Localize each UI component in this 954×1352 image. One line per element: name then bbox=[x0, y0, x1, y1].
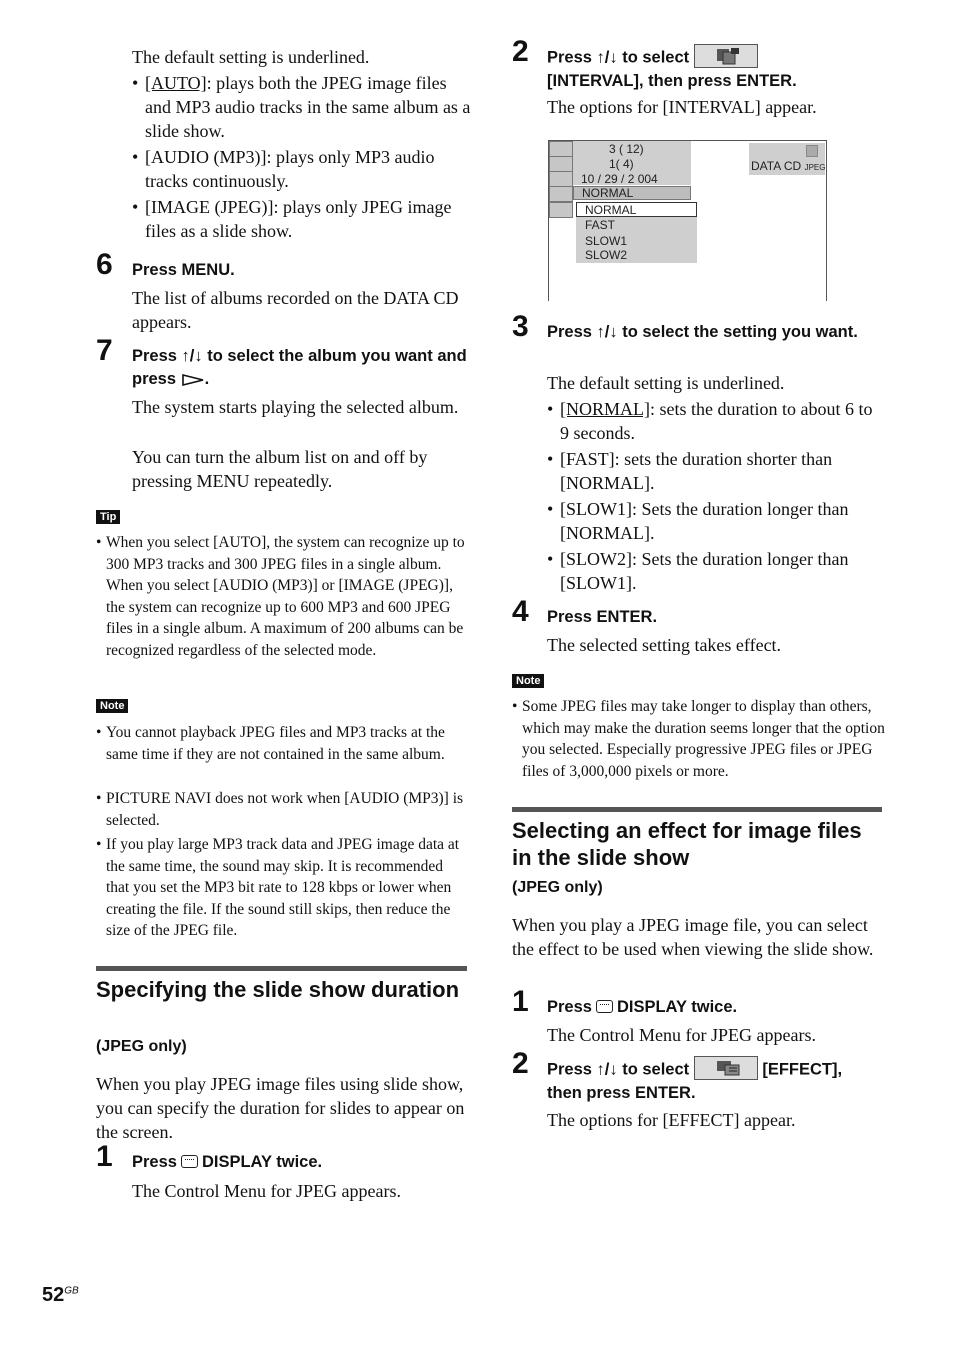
step-number-2: 2 bbox=[512, 35, 529, 68]
step4-title: Press ENTER. bbox=[547, 608, 658, 626]
osd-option-normal: NORMAL bbox=[585, 203, 637, 217]
osd-option-slow1: SLOW1 bbox=[585, 234, 628, 248]
step6-title: Press MENU. bbox=[132, 261, 235, 279]
note-item-2: • PICTURE NAVI does not work when [AUDIO (MP3)] is selected. bbox=[96, 790, 464, 829]
osd-tile-3 bbox=[549, 171, 573, 187]
display-icon bbox=[181, 1155, 198, 1168]
osd-album-count: 3 ( 12) bbox=[609, 142, 644, 156]
tip-badge: Tip bbox=[96, 510, 120, 524]
osd-tile-5 bbox=[549, 202, 573, 218]
osd-option-fast: FAST bbox=[585, 218, 616, 232]
osd-current-value: NORMAL bbox=[573, 186, 691, 200]
section-title-effect: Selecting an effect for image files in the slide show bbox=[512, 818, 862, 870]
osd-date: 10 / 29 / 2 004 bbox=[581, 172, 658, 186]
tip-text: • When you select [AUTO], the system can recognize up to 300 MP3 tracks and 300 JPEG files in a single album. When you select [AUDIO (MP3)] or [IMAGE (JPEG)], the system can recognize up to 600 MP3 and 600 JPEG files in a single album. A maximum of 200 albums can be recognized regardless of the selected mode. bbox=[96, 534, 465, 659]
step7-title: Press ↑/↓ to select the album you want and press . bbox=[132, 347, 467, 388]
step-number-3: 3 bbox=[512, 310, 529, 343]
play-icon bbox=[181, 373, 205, 387]
step-number-b2: 2 bbox=[512, 1047, 529, 1080]
osd-option-slow2: SLOW2 bbox=[585, 248, 628, 262]
section-rule-effect bbox=[512, 807, 882, 812]
stepb2-title: Press ↑/↓ to select [EFFECT], then press ENTER. bbox=[547, 1058, 887, 1105]
section-body-effect: When you play a JPEG image file, you can select the effect to be used when viewing the slide show. bbox=[512, 915, 874, 959]
note-badge: Note bbox=[96, 699, 128, 713]
note-badge-right: Note bbox=[512, 674, 544, 688]
step7-body-2: You can turn the album list on and off by pressing MENU repeatedly. bbox=[132, 447, 428, 491]
interval-osd-screen bbox=[548, 140, 827, 301]
note-item-3: • If you play large MP3 track data and JPEG image data at the same time, the sound may skip. It is recommended that you set the MP3 bit rate to 128 kbps or lower when creating the file. If the sound still skips, then reduce the size of the JPEG file. bbox=[96, 836, 460, 939]
section-body-duration: When you play JPEG image files using slide show, you can specify the duration for slides to appear on the screen. bbox=[96, 1074, 465, 1142]
step3-title: Press ↑/↓ to select the setting you want. bbox=[547, 323, 858, 341]
step7-body-1: The system starts playing the selected album. bbox=[132, 397, 459, 417]
option-auto: [AUTO] bbox=[145, 73, 207, 93]
step4-body: The selected setting takes effect. bbox=[547, 635, 782, 655]
bullet-auto: • [AUTO]: plays both the JPEG image files and MP3 audio tracks in the same album as a slide show. bbox=[132, 73, 471, 141]
section-subtitle-effect: (JPEG only) bbox=[512, 879, 603, 896]
step-number-b1: 1 bbox=[512, 985, 529, 1018]
bullet-normal: • [NORMAL]: sets the duration to about 6 to 9 seconds. bbox=[547, 399, 873, 443]
effect-icon bbox=[694, 1056, 758, 1080]
stepb1-title: Press DISPLAY twice. bbox=[547, 998, 738, 1016]
step-number-4: 4 bbox=[512, 595, 529, 628]
step6-body: The list of albums recorded on the DATA CD appears. bbox=[132, 288, 459, 332]
stepb2-body: The options for [EFFECT] appear. bbox=[547, 1110, 796, 1130]
step1-title: Press DISPLAY twice. bbox=[132, 1153, 323, 1171]
osd-file-count: 1( 4) bbox=[609, 157, 634, 171]
section-subtitle-duration: (JPEG only) bbox=[96, 1038, 187, 1055]
interval-icon bbox=[694, 44, 758, 68]
display-icon bbox=[596, 1000, 613, 1013]
step2-body: The options for [INTERVAL] appear. bbox=[547, 97, 817, 117]
note-text-right: • Some JPEG files may take longer to display than others, which may make the duration seems longer that the option you selected. Especially progressive JPEG files or JPEG files of 3,000,000 pixels or more. bbox=[512, 698, 885, 780]
section-title-duration: Specifying the slide show duration bbox=[96, 977, 460, 1002]
bullet-slow2: • [SLOW2]: Sets the duration longer than [SLOW1]. bbox=[547, 549, 849, 593]
stepb1-body: The Control Menu for JPEG appears. bbox=[547, 1025, 816, 1045]
bullet-image: • [IMAGE (JPEG)]: plays only JPEG image files as a slide show. bbox=[132, 197, 452, 241]
osd-status-icon bbox=[806, 145, 818, 157]
step2-title: Press ↑/↓ to select [INTERVAL], then press ENTER. bbox=[547, 46, 887, 93]
osd-tile-1 bbox=[549, 141, 573, 157]
bullet-audio: • [AUDIO (MP3)]: plays only MP3 audio tracks continuously. bbox=[132, 147, 435, 191]
page-number: $52^{GB}$ bbox=[42, 1284, 79, 1306]
osd-disc-type: DATA CD JPEG bbox=[751, 159, 826, 173]
osd-tile-2 bbox=[549, 156, 573, 172]
osd-tile-4 bbox=[549, 186, 573, 202]
option-normal: [NORMAL] bbox=[560, 399, 650, 419]
step-number-6: 6 bbox=[96, 248, 113, 281]
step-number-7: 7 bbox=[96, 334, 113, 367]
section-rule bbox=[96, 966, 467, 971]
step1-body: The Control Menu for JPEG appears. bbox=[132, 1181, 401, 1201]
step-number-1: 1 bbox=[96, 1140, 113, 1173]
step3-intro: The default setting is underlined. bbox=[547, 373, 785, 393]
bullet-fast: • [FAST]: sets the duration shorter than [NORMAL]. bbox=[547, 449, 833, 493]
bullet-slow1: • [SLOW1]: Sets the duration longer than [NORMAL]. bbox=[547, 499, 849, 543]
default-setting-note: The default setting is underlined. bbox=[132, 47, 370, 67]
note-item-1: • You cannot playback JPEG files and MP3 tracks at the same time if they are not contained in the same album. bbox=[96, 724, 445, 763]
